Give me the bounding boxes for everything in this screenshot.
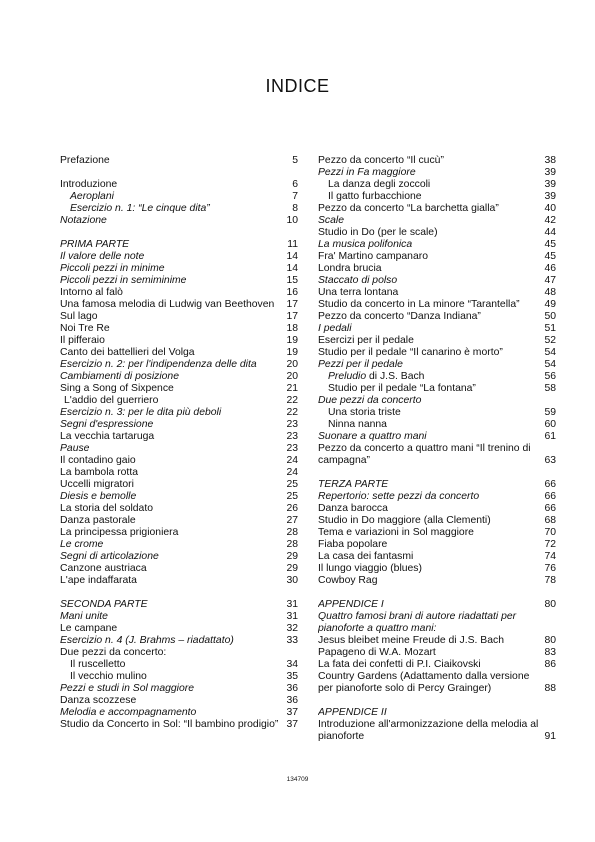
toc-entry [318,191,556,203]
toc-entry-title: Studio da Concerto in Sol: “Il bambino prodigio” [60,719,279,730]
toc-entry-page: 68 [544,515,556,526]
toc-entry-title: Pause [60,443,90,454]
toc-entry-page: 66 [544,491,556,502]
toc-entry [318,647,556,659]
toc-entry-page: 63 [544,455,556,466]
toc-entry [318,239,556,251]
toc-entry-title: PRIMA PARTE [60,239,130,250]
toc-entry-page: 38 [544,155,556,166]
toc-entry-title: Piccoli pezzi in semiminime [60,275,187,286]
toc-entry-title: Il ruscelletto [70,659,126,670]
toc-entry-title: Una terra lontana [318,287,399,298]
toc-entry [60,455,298,467]
toc-entry [318,635,556,647]
toc-entry-title: La vecchia tartaruga [60,431,155,442]
toc-entry [318,359,556,371]
toc-entry-page: 24 [286,455,298,466]
toc-entry [318,719,556,743]
toc-entry [60,467,298,479]
toc-entry-page: 24 [286,467,298,478]
toc-entry-title: Sul lago [60,311,98,322]
toc-entry-title: Studio in Do maggiore (alla Clementi) [318,515,491,526]
toc-entry-title: Una storia triste [328,407,401,418]
toc-entry-title: Segni di articolazione [60,551,159,562]
toc-entry-title: Esercizio n. 1: “Le cinque dita” [70,203,210,214]
toc-entry-page: 60 [544,419,556,430]
toc-entry-title: Notazione [60,215,107,226]
toc-entry-page: 44 [544,227,556,238]
toc-entry [318,335,556,347]
toc-entry-title: La principessa prigioniera [60,527,179,538]
toc-entry-page: 91 [544,731,556,742]
toc-entry [60,431,298,443]
toc-entry-title: Studio per il pedale “La fontana” [328,383,476,394]
toc-entry-title: Staccato di polso [318,275,398,286]
toc-entry-title: Jesus bleibet meine Freude di J.S. Bach [318,635,504,646]
toc-entry [318,443,556,467]
toc-entry-title: Il vecchio mulino [70,671,147,682]
toc-entry [60,323,298,335]
toc-entry [60,635,298,647]
toc-entry [60,347,298,359]
toc-entry [318,155,556,167]
toc-entry-page: 35 [286,671,298,682]
toc-entry-title: I pedali [318,323,352,334]
toc-entry [60,551,298,563]
toc-entry-title: Suonare a quattro mani [318,431,427,442]
section-spacer [60,227,298,239]
toc-entry [60,263,298,275]
toc-entry [318,299,556,311]
toc-entry-title: Introduzione [60,179,118,190]
toc-entry [318,227,556,239]
toc-entry-title: Ninna nanna [328,419,387,430]
toc-entry-page: 51 [544,323,556,334]
toc-entry-title: La danza degli zoccoli [328,179,431,190]
toc-entry [60,707,298,719]
toc-entry [318,707,556,719]
toc-entry [60,443,298,455]
toc-entry-title: Cambiamenti di posizione [60,371,179,382]
toc-entry-title: Pezzi in Fa maggiore [318,167,416,178]
toc-entry [318,179,556,191]
toc-entry-title: L'ape indaffarata [60,575,137,586]
toc-entry-page: 34 [286,659,298,670]
toc-entry-page: 80 [544,599,556,610]
toc-entry-page: 28 [286,539,298,550]
toc-entry [60,719,298,731]
toc-entry-title: Pezzi per il pedale [318,359,403,370]
toc-entry-title: La fata dei confetti di P.I. Ciaikovski [318,659,481,670]
toc-entry-page: 15 [286,275,298,286]
toc-entry-page: 74 [544,551,556,562]
toc-entry-title: Una famosa melodia di Ludwig van Beethoven [60,299,275,310]
toc-entry-page: 30 [286,575,298,586]
toc-entry [318,671,556,695]
toc-entry-title: SECONDA PARTE [60,599,148,610]
toc-entry-title: Diesis e bemolle [60,491,137,502]
toc-entry [60,251,298,263]
toc-entry-page: 31 [286,611,298,622]
toc-entry-page: 88 [544,683,556,694]
toc-entry [318,539,556,551]
toc-entry-page: 31 [286,599,298,610]
toc-entry-page: 33 [286,635,298,646]
toc-entry-page: 46 [544,263,556,274]
toc-entry-title: Il gatto furbacchione [328,191,422,202]
toc-entry-title: Quattro famosi brani di autore riadattati per pianoforte a quattro mani: [318,611,517,634]
toc-entry-page: 19 [286,335,298,346]
toc-entry [60,191,298,203]
toc-entry [318,347,556,359]
toc-left-column [60,155,298,731]
toc-entry-title: Pezzi e studi in Sol maggiore [60,683,194,694]
toc-entry [318,419,556,431]
toc-entry-page: 54 [544,359,556,370]
toc-entry-title: Studio in Do (per le scale) [318,227,438,238]
toc-entry-page: 70 [544,527,556,538]
toc-entry [60,299,298,311]
toc-entry [318,251,556,263]
toc-entry [318,491,556,503]
toc-entry-page: 50 [544,311,556,322]
toc-entry [60,359,298,371]
toc-entry-title: Canto dei battellieri del Volga [60,347,195,358]
toc-entry [318,215,556,227]
toc-entry-title: L'addio del guerriero [64,395,159,406]
toc-entry [60,563,298,575]
toc-entry [318,563,556,575]
toc-entry-title: Repertorio: sette pezzi da concerto [318,491,480,502]
toc-entry-title: Aeroplani [70,191,114,202]
toc-entry-title: Due pezzi da concerto [318,395,422,406]
toc-entry-title: Melodia e accompagnamento [60,707,197,718]
toc-entry-title: Uccelli migratori [60,479,134,490]
toc-entry-page: 42 [544,215,556,226]
toc-entry-page: 17 [286,311,298,322]
toc-entry-title: La musica polifonica [318,239,413,250]
toc-entry-title: Il pifferaio [60,335,105,346]
section-spacer [318,587,556,599]
toc-entry [60,287,298,299]
toc-entry [60,419,298,431]
toc-entry-page: 29 [286,563,298,574]
toc-entry-page: 7 [292,191,298,202]
toc-entry [318,203,556,215]
toc-entry-title: Studio da concerto in La minore “Tarantella” [318,299,520,310]
toc-entry [318,551,556,563]
toc-entry [60,479,298,491]
toc-entry-title: Esercizi per il pedale [318,335,414,346]
toc-entry-page: 80 [544,635,556,646]
toc-entry [60,383,298,395]
toc-entry [60,503,298,515]
toc-entry-title: Prefazione [60,155,110,166]
toc-entry-title: Le crome [60,539,104,550]
toc-entry-title: Londra brucia [318,263,382,274]
toc-entry-title: La storia del soldato [60,503,153,514]
toc-entry-title: Studio per il pedale “Il canarino è morto” [318,347,503,358]
toc-entry [318,395,556,407]
toc-entry-page: 76 [544,563,556,574]
toc-entry [60,575,298,587]
toc-entry [60,155,298,167]
toc-entry-page: 11 [287,239,298,250]
toc-entry-page: 17 [286,299,298,310]
toc-entry [60,239,298,251]
toc-entry-page: 22 [286,395,298,406]
toc-entry-title: Preludio di J.S. Bach [328,371,425,382]
toc-entry-page: 32 [286,623,298,634]
toc-entry-page: 29 [286,551,298,562]
toc-entry [318,599,556,611]
toc-entry-page: 66 [544,503,556,514]
toc-entry-page: 78 [544,575,556,586]
toc-entry-page: 37 [286,707,298,718]
toc-entry-title: TERZA PARTE [318,479,389,490]
toc-entry-page: 10 [286,215,298,226]
toc-entry-page: 56 [544,371,556,382]
toc-entry-title: Fiaba popolare [318,539,388,550]
toc-entry-page: 86 [544,659,556,670]
toc-entry-title: Esercizio n. 2: per l'indipendenza delle dita [60,359,257,370]
toc-entry [60,491,298,503]
toc-entry-page: 58 [544,383,556,394]
toc-entry [318,263,556,275]
toc-entry-page: 83 [544,647,556,658]
toc-entry-page: 21 [286,383,298,394]
toc-entry-page: 54 [544,347,556,358]
toc-entry-page: 49 [544,299,556,310]
toc-entry-page: 45 [544,251,556,262]
section-spacer [318,467,556,479]
toc-entry [318,311,556,323]
toc-entry-page: 18 [286,323,298,334]
section-spacer [318,695,556,707]
toc-entry-title: Canzone austriaca [60,563,147,574]
toc-entry-title: Mani unite [60,611,108,622]
toc-entry-page: 23 [286,419,298,430]
toc-entry-title: Pezzo da concerto “La barchetta gialla” [318,203,499,214]
toc-entry-title: Piccoli pezzi in minime [60,263,165,274]
toc-entry-title: Scale [318,215,344,226]
toc-entry-title: Le campane [60,623,118,634]
toc-entry-page: 36 [286,695,298,706]
toc-entry-title: Sing a Song of Sixpence [60,383,174,394]
toc-entry [318,275,556,287]
toc-entry-title: APPENDICE I [318,599,384,610]
toc-entry-page: 59 [544,407,556,418]
toc-entry-page: 40 [544,203,556,214]
toc-entry [60,515,298,527]
toc-right-column [318,155,556,743]
toc-entry [318,407,556,419]
toc-entry-page: 45 [544,239,556,250]
toc-entry-title: Pezzo da concerto “Danza Indiana” [318,311,481,322]
toc-entry-title: Papageno di W.A. Mozart [318,647,436,658]
toc-entry [318,611,556,635]
toc-entry-page: 39 [544,167,556,178]
toc-entry-title: Danza barocca [318,503,388,514]
toc-entry [60,203,298,215]
toc-entry-page: 16 [286,287,298,298]
toc-entry-page: 27 [286,515,298,526]
toc-entry [318,383,556,395]
toc-entry-title: Introduzione all'armonizzazione della melodia al pianoforte [318,719,539,742]
toc-entry [60,647,298,659]
toc-entry [318,371,556,383]
toc-entry [60,611,298,623]
toc-entry [318,503,556,515]
toc-entry [318,515,556,527]
section-spacer [60,587,298,599]
toc-entry-title: Pezzo da concerto a quattro mani “Il trenino di campagna” [318,443,531,466]
toc-entry [60,695,298,707]
toc-entry-page: 8 [292,203,298,214]
toc-entry-page: 20 [286,359,298,370]
toc-entry-title: Il contadino gaio [60,455,136,466]
toc-entry-page: 26 [286,503,298,514]
toc-entry [60,179,298,191]
toc-entry [60,311,298,323]
toc-entry [318,527,556,539]
toc-entry-title: Cowboy Rag [318,575,378,586]
toc-entry-page: 39 [544,179,556,190]
toc-entry-page: 14 [286,263,298,274]
toc-entry [60,539,298,551]
toc-entry-page: 37 [286,719,298,730]
toc-entry [318,287,556,299]
toc-entry-title: Intorno al falò [60,287,123,298]
toc-entry-title: Danza scozzese [60,695,137,706]
toc-entry-title: Tema e variazioni in Sol maggiore [318,527,474,538]
toc-entry [60,683,298,695]
toc-entry [318,167,556,179]
toc-entry-title: Il valore delle note [60,251,145,262]
toc-entry [318,575,556,587]
toc-entry [60,527,298,539]
toc-entry-page: 23 [286,443,298,454]
toc-entry [60,215,298,227]
toc-entry [318,659,556,671]
page-title: INDICE [265,76,330,96]
toc-entry-page: 23 [286,431,298,442]
toc-entry-page: 36 [286,683,298,694]
toc-entry-title: Noi Tre Re [60,323,110,334]
section-spacer [60,167,298,179]
toc-entry-page: 14 [286,251,298,262]
toc-entry [60,395,298,407]
toc-entry-title: La bambola rotta [60,467,138,478]
toc-entry-page: 6 [292,179,298,190]
toc-entry [60,407,298,419]
toc-entry-page: 52 [544,335,556,346]
toc-entry [318,323,556,335]
toc-entry-page: 48 [544,287,556,298]
toc-entry-title: La casa dei fantasmi [318,551,414,562]
toc-entry-page: 19 [286,347,298,358]
toc-entry-title: Il lungo viaggio (blues) [318,563,422,574]
toc-entry [60,599,298,611]
toc-entry-page: 22 [286,407,298,418]
toc-entry-page: 25 [286,479,298,490]
toc-entry-page: 20 [286,371,298,382]
toc-entry-page: 39 [544,191,556,202]
toc-entry-page: 28 [286,527,298,538]
toc-entry-title: Danza pastorale [60,515,136,526]
toc-entry [60,335,298,347]
toc-entry [318,479,556,491]
toc-entry-page: 25 [286,491,298,502]
toc-entry-title: Due pezzi da concerto: [60,647,167,658]
toc-entry-page: 61 [544,431,556,442]
toc-entry-title: Esercizio n. 4 (J. Brahms – riadattato) [60,635,234,646]
toc-entry [60,275,298,287]
toc-entry-page: 5 [292,155,298,166]
toc-entry [60,623,298,635]
toc-entry-page: 72 [544,539,556,550]
toc-entry-title: Pezzo da concerto “Il cucù” [318,155,444,166]
toc-entry [60,371,298,383]
toc-entry-page: 47 [544,275,556,286]
toc-entry-title: Esercizio n. 3: per le dita più deboli [60,407,222,418]
toc-entry [60,671,298,683]
toc-entry-title: Country Gardens (Adattamento dalla versione per pianoforte solo di Percy Grainger) [318,671,530,694]
toc-entry-title: Fra' Martino campanaro [318,251,428,262]
toc-entry-page: 66 [544,479,556,490]
footer-code: 134709 [286,776,309,783]
toc-entry [318,431,556,443]
toc-entry-title: Segni d'espressione [60,419,154,430]
toc-entry-title: APPENDICE II [318,707,387,718]
toc-entry [60,659,298,671]
